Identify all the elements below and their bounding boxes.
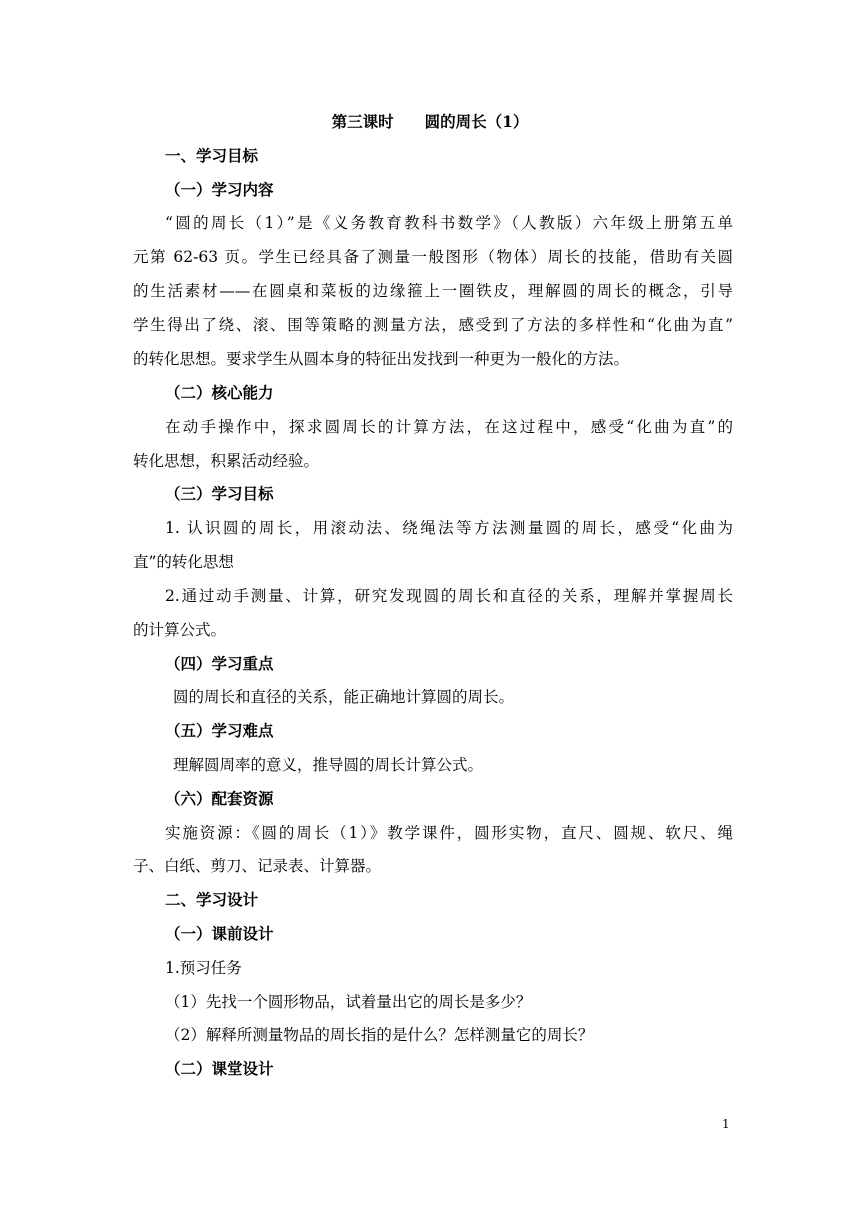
subheading-pre-class-design: （一）课前设计	[165, 924, 274, 943]
list-item: （1）先找一个圆形物品，试着量出它的周长是多少？	[165, 993, 532, 1011]
paragraph-line: 理解圆周率的意义，推导圆的周长计算公式。	[173, 756, 484, 774]
paragraph-line: 转化思想，积累活动经验。	[133, 452, 320, 470]
subheading-learning-content: （一）学习内容	[165, 180, 274, 199]
subheading-difficulties: （五）学习难点	[165, 721, 274, 740]
page-number: 1	[722, 1117, 730, 1131]
paragraph-line: 子、白纸、剪刀、记录表、计算器。	[133, 857, 382, 875]
paragraph-line: 元第 62-63 页。学生已经具备了测量一般图形（物体）周长的技能，借助有关圆	[133, 248, 733, 266]
list-item: 1.预习任务	[165, 959, 242, 977]
subheading-learning-objectives: （三）学习目标	[165, 484, 274, 503]
paragraph-line: 2.通过动手测量、计算，研究发现圆的周长和直径的关系，理解并掌握周长	[165, 587, 733, 605]
paragraph-line: 的计算公式。	[133, 621, 227, 639]
subheading-resources: （六）配套资源	[165, 789, 274, 808]
paragraph-line: 直”的转化思想	[133, 553, 234, 571]
paragraph-line: 1. 认识圆的周长，用滚动法、绕绳法等方法测量圆的周长，感受“化曲为	[165, 519, 733, 537]
page-title: 第三课时 圆的周长（1）	[331, 112, 529, 131]
section-heading-learning-goals: 一、学习目标	[165, 146, 259, 165]
section-heading-learning-design: 二、学习设计	[165, 890, 259, 909]
paragraph-line: 的转化思想。要求学生从圆本身的特征出发找到一种更为一般化的方法。	[133, 350, 630, 368]
paragraph-line: 在动手操作中，探求圆周长的计算方法，在这过程中，感受“化曲为直”的	[165, 418, 733, 436]
paragraph-line: 圆的周长和直径的关系，能正确地计算圆的周长。	[173, 688, 515, 706]
paragraph-line: 学生得出了绕、滚、围等策略的测量方法，感受到了方法的多样性和“化曲为直”	[133, 316, 733, 334]
subheading-core-ability: （二）核心能力	[165, 383, 274, 402]
paragraph-line: “圆的周长（1）”是《义务教育教科书数学》（人教版）六年级上册第五单	[165, 214, 733, 232]
list-item: （2）解释所测量物品的周长指的是什么？怎样测量它的周长？	[165, 1026, 594, 1044]
paragraph-line: 实施资源：《圆的周长（1）》教学课件，圆形实物，直尺、圆规、软尺、绳	[165, 824, 733, 842]
subheading-classroom-design: （二）课堂设计	[165, 1059, 274, 1078]
subheading-key-points: （四）学习重点	[165, 654, 274, 673]
paragraph-line: 的生活素材——在圆桌和菜板的边缘箍上一圈铁皮，理解圆的周长的概念，引导	[133, 282, 733, 300]
